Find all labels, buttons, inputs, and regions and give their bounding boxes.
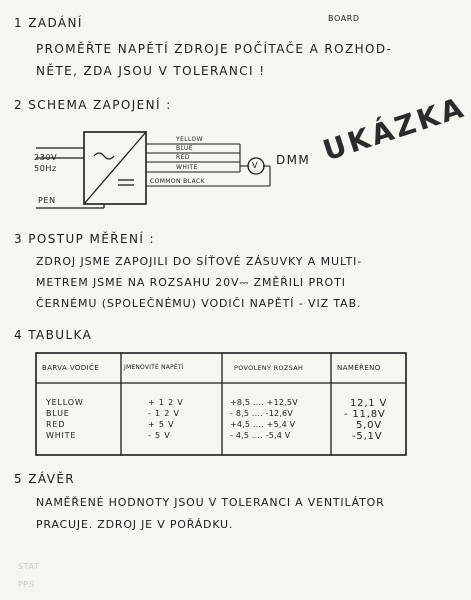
meter-label: DMM xyxy=(276,153,311,167)
table-cell: - 5 V xyxy=(148,431,171,440)
section3-heading: 3 POSTUP MĚŘENÍ : xyxy=(14,232,155,246)
table-cell: +8,5 .... +12,5V xyxy=(230,398,298,407)
table-cell: - 11,8V xyxy=(344,409,386,420)
corner-note: BOARD xyxy=(328,14,360,23)
table-cell: WHITE xyxy=(46,431,77,440)
faint-text-2: PPS xyxy=(18,580,35,589)
voltmeter-symbol: V xyxy=(252,161,258,170)
table-cell: 5,0V xyxy=(356,420,382,431)
table-header-range: POVOLENÝ ROZSAH xyxy=(234,364,304,372)
section1-heading: 1 ZADÁNÍ xyxy=(14,16,83,30)
wire-label-red: RED xyxy=(176,154,190,161)
section1-line1: PROMĚŘTE NAPĚTÍ ZDROJE POČÍTAČE A ROZHOD- xyxy=(36,42,393,56)
ac-symbol xyxy=(94,153,114,159)
table-cell: 12,1 V xyxy=(350,398,388,409)
label-230v: 230V xyxy=(34,153,58,162)
table-cell: - 4,5 .... -5,4 V xyxy=(230,431,291,440)
label-pen: PEN xyxy=(38,196,56,205)
wire-label-blue: BLUE xyxy=(176,145,193,152)
wire-label-white: WHITE xyxy=(176,164,198,171)
table-cell: BLUE xyxy=(46,409,70,418)
table-header-measured: NAMĚŘENO xyxy=(337,364,381,372)
table-cell: + 5 V xyxy=(148,420,175,429)
label-50hz: 50Hz xyxy=(34,164,57,173)
section3-line1: ZDROJ JSME ZAPOJILI DO SÍŤOVÉ ZÁSUVKY A MULTI- xyxy=(36,255,363,268)
section4-heading: 4 TABULKA xyxy=(14,328,93,342)
psu-diagonal xyxy=(84,132,146,204)
table-cell: -5,1V xyxy=(352,431,383,442)
table-cell: RED xyxy=(46,420,66,429)
section3-line2: METREM JSME NA ROZSAHU 20V⎓ ZMĚŘILI PROTI xyxy=(36,276,346,289)
wire-label-yellow: YELLOW xyxy=(176,136,203,143)
section2-heading: 2 SCHEMA ZAPOJENÍ : xyxy=(14,98,172,112)
section1-line2: NĚTE, ZDA JSOU V TOLERANCI ! xyxy=(36,64,266,78)
table-cell: - 1 2 V xyxy=(148,409,180,418)
table-header-nominal: JMENOVITÉ NAPĚTÍ xyxy=(124,364,184,371)
section3-line3: ČERNÉMU (SPOLEČNÉMU) VODIČI NAPĚTÍ - VIZ TAB. xyxy=(36,297,362,310)
section5-line1: NAMĚŘENÉ HODNOTY JSOU V TOLERANCI A VENTILÁTOR xyxy=(36,496,385,509)
table-cell: YELLOW xyxy=(46,398,84,407)
table-cell: - 8,5 .... -12,6V xyxy=(230,409,293,418)
table-header-color: BARVA VODIČE xyxy=(42,364,100,372)
section5-line2: PRACUJE. ZDROJ JE V POŘÁDKU. xyxy=(36,518,234,531)
table-cell: + 1 2 V xyxy=(148,398,184,407)
faint-text-1: STAT xyxy=(18,562,40,571)
wire-label-common-black: COMMON BLACK xyxy=(150,178,205,185)
table-cell: +4,5 .... +5,4 V xyxy=(230,420,296,429)
sample-stamp: UKÁZKA xyxy=(318,90,470,168)
section5-heading: 5 ZÁVĚR xyxy=(14,472,76,486)
